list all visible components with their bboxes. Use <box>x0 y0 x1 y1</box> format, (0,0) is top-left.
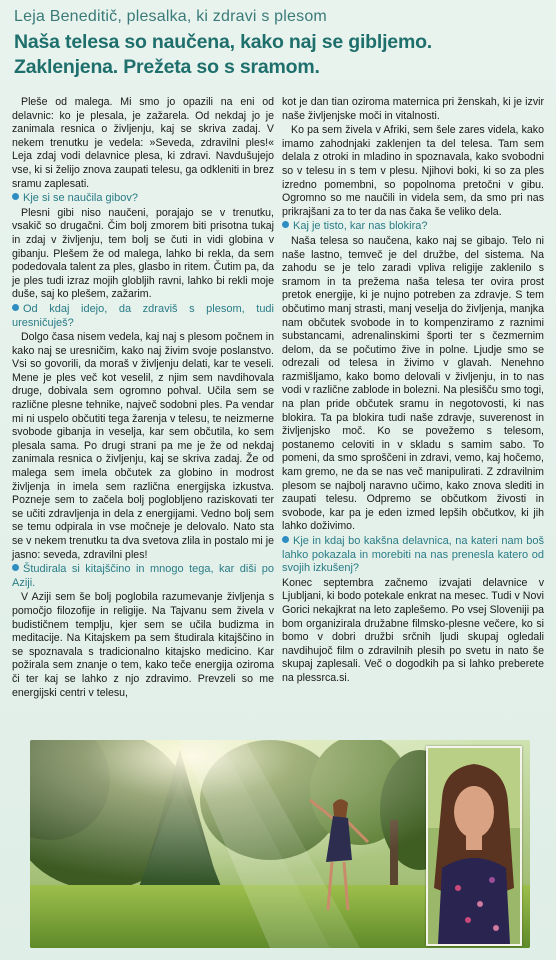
body-paragraph: Naša telesa so naučena, kako naj se gibajo. Telo ni naše lastno, temveč je del družbe, del sistema. Na zahodu se je telo zaradi vpliva religije zaklenilo s sramom in ta prežema naša telesa ter ovira prost pretok energije, ki je nujno potreben za zdravje. S tem občutimo manj strasti, manj veselja do življenja, manjka nam občutek svobode in to kompenziramo z raznimi substancami, adrenalinskimi športi ter s čezmernim delom, da se počutimo žive in polne. Ljudje smo se odrezali od telesa in živimo v glavah. Nenehno razmišljamo, kako bomo delovali v življenju, in to nas vodi v različne zablode in bolezni. Na plesišču smo togi, na plan pride občutek sramu in negotovosti, ki nas blokira. Ta pa blokira tudi naše zdravje, suverenost in življenjsko moč. Ko se povežemo s telesom, postanemo celoviti in v skladu s samim sabo. To pomeni, da smo sproščeni in zdravi, vemo, kaj hočemo, kam gremo, ne da se nas več manipulirati. Z zdravilnim plesom se najbolj naravno učimo, kako znova slediti in zaupati telesu. Odpremo se občutkom živosti in svobode, kar pa je eden izmed lepših občutkov, ki jih lahko doživimo. <box>282 234 544 533</box>
headline-line-2: Zaklenjena. Prežeta so s sramom. <box>14 56 320 78</box>
interview-question <box>282 535 544 576</box>
interview-question <box>12 192 274 206</box>
byline: Leja Beneditič, plesalka, ki zdravi s plesom <box>14 8 327 25</box>
question-text: Od kdaj idejo, da zdraviš s plesom, tudi uresničuješ? <box>12 302 274 329</box>
body-paragraph: Dolgo časa nisem vedela, kaj naj s plesom počnem in kako naj se uresničim, kako naj živim svoje poslanstvo. Vsi so govorili, da moraš v življenju delati, kar te veseli. Mene je ples več kot veselil, z njim sem navdihovala druge, dobivala sem ogromno pohval. Učila sem se različne plesne tehnike, največ sodobni ples. Pa vendar mi ni uspelo občutiti tega žarenja v telesu, te neizmerne svobode gibanja in veselja, kar sem občutila, ko sem plesala sama. Po drugi strani pa me je že od nekdaj zanimala resnica o življenju, kaj se skriva zadaj. Že od malega sem imela občutek za globino in modrost življenja in imela sem različna energijska izkustva. Pozneje sem to začela bolj poglobljeno raziskovati ter se učiti zdravljenja in dela z energijami. Vedno bolj sem se temu odpirala in vse močneje je delovalo. Nato sta se v nekem trenutku ta dva svetova zlila in postalo mi je jasno: seveda, zdravilni ples! <box>12 331 274 561</box>
interview-question <box>12 563 274 590</box>
bullet-icon <box>282 536 289 543</box>
interview-question <box>282 220 544 234</box>
portrait-photo <box>426 746 522 946</box>
headline-line-1: Naša telesa so naučena, kako naj se gibljemo. <box>14 31 433 53</box>
headline <box>14 30 544 80</box>
body-paragraph: kot je dan tian oziroma maternica pri ženskah, ki je izvir naše življenjske moči in vitalnosti. <box>282 96 544 122</box>
body-paragraph: V Aziji sem še bolj poglobila razumevanje življenja s pomočjo filozofije in religije. Na Tajvanu sem živela v budističnem templju, kjer sem se učila budizma in meditacije. Na Kitajskem pa sem študirala kitajščino in se spoznavala s tradicionalno kitajsko medicino. Kar požirala sem znanje o tem, kako teče energija oziroma či ter kaj se lahko z njo zdravimo. Prevzeli so me energijski centri v telesu, <box>12 591 274 699</box>
body-paragraph: Konec septembra začnemo izvajati delavnice v Ljubljani, ki bodo potekale enkrat na mesec. Tudi v Novi Gorici nekajkrat na leto zaplešemo. Po vsej Sloveniji pa bom organizirala družabne filmsko-plesne večere, ko si bomo v dobri družbi srčnih ljudi skupaj ogledali navdihujoč film o zdravilnih plesih po svetu in nato še skupaj zaplesali. Več o dogodkih pa si lahko preberete na plessrca.si. <box>282 576 544 684</box>
bullet-icon <box>12 193 19 200</box>
interview-question <box>12 303 274 330</box>
body-paragraph: Pleše od malega. Mi smo jo opazili na eni od delavnic: ko je plesala, je zažarela. Od nekdaj jo je zanimala resnica o življenju, kaj se skriva zadaj. V nekem trenutku je vedela: »Seveda, zdravilni ples!« Leja zdaj vodi delavnice plesa, ki zdravi. Navdušujejo vse, ki si želijo znova zaupati telesu, ga odkleniti in brez sramu zaplesati. <box>12 96 274 190</box>
body-paragraph: Ko pa sem živela v Afriki, sem šele zares videla, kako imamo zahodnjaki zaklenjen ta del telesa. Tam sem delala z otroki in mladino in spoznavala, kako svobodni so v telesu in s tem v plesu. Njihovi boki, ki so za ples izredno pomembni, so popolnoma pretočni v gibu. Ogromno so me naučili in videla sem, da smo pri nas prikrajšani za to ter da nas čaka še veliko dela. <box>282 124 544 218</box>
right-column <box>282 96 544 687</box>
left-column <box>12 96 274 701</box>
body-paragraph: Plesni gibi niso naučeni, porajajo se v trenutku, vsakič so drugačni. Čim bolj zmorem biti prisotna tukaj in zdaj v življenju, tem bolj se čuti in vidi globina v gibanju. Plešem že od malega, lahko bi rekla, da sem podedovala talent za ples, glasbo in ritem. Čutim pa, da je ples tudi izraz mojih globljih ravni, lahko bi rekli moje duše, saj ko plešem, zažarim. <box>12 206 274 301</box>
bullet-icon <box>12 304 19 311</box>
question-text: Kje si se naučila gibov? <box>23 192 138 205</box>
question-text: Kaj je tisto, kar nas blokira? <box>293 220 428 233</box>
bullet-icon <box>282 221 289 228</box>
bullet-icon <box>12 564 19 571</box>
question-text: Študirala si kitajščino in mnogo tega, kar diši po Aziji. <box>12 563 274 589</box>
question-text: Kje in kdaj bo kakšna delavnica, na kateri nam boš lahko pokazala in morebiti na nas prenesla katero od svojih izkušenj? <box>282 535 544 575</box>
